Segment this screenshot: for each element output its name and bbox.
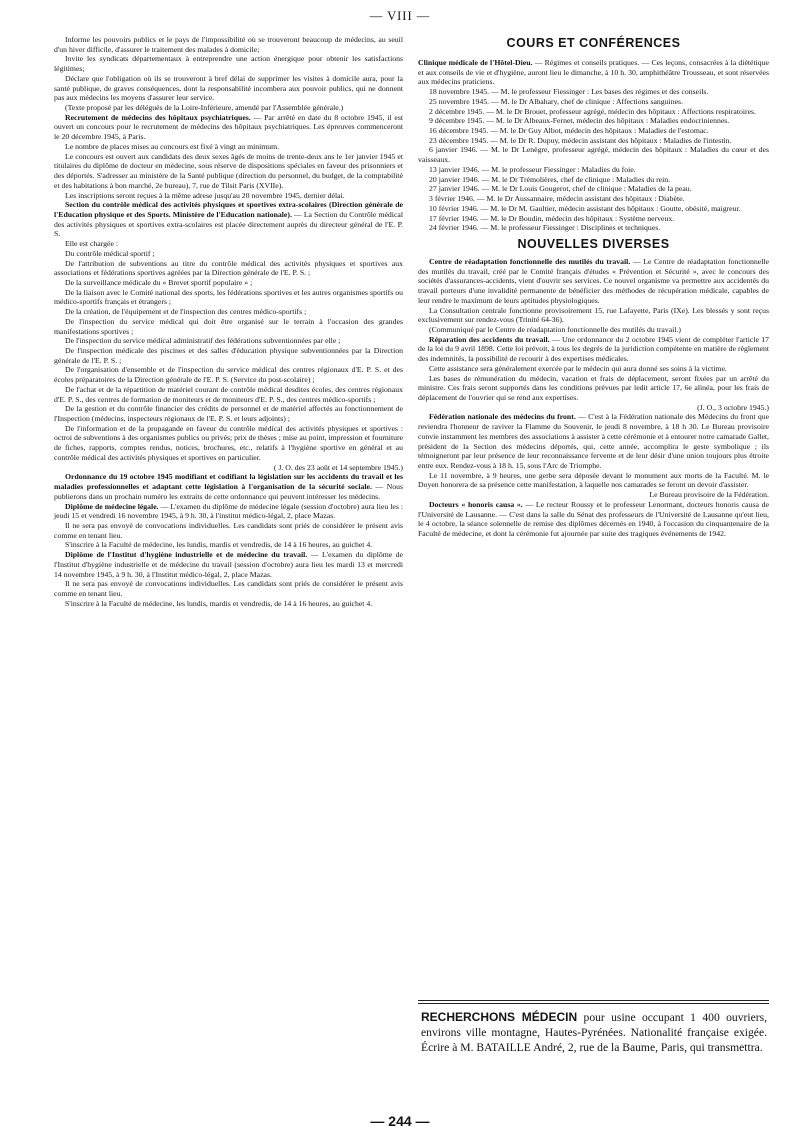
paragraph-text: ( J. O. des 23 août et 14 septembre 1945.) [273, 462, 403, 472]
divider-rule [418, 1000, 769, 1004]
paragraph-text: S'inscrire à la Faculté de médecine, les lundis, mardis et vendredis, de 14 à 16 heures, au guichet 4. [65, 598, 373, 608]
paragraph-heading: Section du contrôle médical des activités physiques et sportives extra-scolaires (Direction générale de l'Education physique et des Sports. Ministère de l'Education nationale). [54, 200, 403, 219]
paragraph [54, 142, 403, 152]
paragraph-text: — Le recteur Roussy et le professeur Lenormant, docteurs honoris causa de l'Université de Lausanne. — C'est dans la salle du Sénat des professeurs de l'Université de Lausanne qu'eut lieu, le 4 octobre, la séance solennelle de remise des diplômes décernés en 1940, à l'occasion du cinquantenaire de la Faculté de médecine, et dont la cérémonie fut ajournée par suite des tragiques événements de 1942. [418, 499, 769, 539]
paragraph-text: La Consultation centrale fonctionne provisoirement 15, rue Lafayette, Paris (IXe). Les blessés y sont reçus exclusivement sur rendez-vous (Trinité 64-36). [418, 305, 769, 325]
paragraph [418, 204, 769, 214]
paragraph-heading: Réparation des accidents du travail. [429, 334, 550, 344]
paragraph [54, 463, 403, 473]
paragraph [418, 374, 769, 403]
ad-text: pour usine occupant 1 400 ouvriers, environs ville montagne, Hautes-Pyrénées. Nationalité française exigée. Écrire à M. BATAILLE André, 2, rue de la Baume, Paris, qui transmettra. [421, 1011, 767, 1054]
paragraph [54, 540, 403, 550]
paragraph [54, 346, 403, 365]
paragraph [54, 424, 403, 463]
paragraph-text: S'inscrire à la Faculté de médecine, les lundis, mardis et vendredis, de 14 à 16 heures, au guichet 4. [65, 540, 373, 550]
paragraph-text: De l'information et de la propagande en faveur du contrôle médical des activités physiques et sportives : octroi de subventions à des organismes publics ou privés; prix de thèses ; mise au point, impression et fourniture de fiches, rapports, comptes rendus, notices, brochures, etc., relatifs à l'hygiène sportive en général et au contrôle médical des activités physiques et sportives en particulier. [54, 423, 403, 462]
paragraph-heading: Ordonnance du 19 octobre 1945 modifiant et codifiant la législation sur les accidents du travail et les maladies professionnelles et adaptant cette législation à l'organisation de la sécurité sociale. [54, 472, 403, 492]
paragraph-text: (Communiqué par le Centre de réadaptation fonctionnelle des mutilés du travail.) [429, 324, 682, 334]
paragraph-text: 25 novembre 1945. — M. le Dr Albahary, chef de clinique : Affections sanguines. [429, 96, 683, 106]
paragraph [418, 403, 769, 413]
paragraph [418, 107, 769, 117]
classified-ad [421, 1010, 767, 1055]
paragraph-text: (Texte proposé par les délégués de la Loire-Inférieure, amendé par l'Assemblée générale.) [65, 103, 344, 113]
left-column [54, 35, 403, 608]
paragraph [54, 278, 403, 288]
paragraph [54, 74, 403, 103]
paragraph-text: Déclare que l'obligation où ils se trouveront à bref délai de supprimer les visites à domicile aura, pour la santé publique, de graves conséquences, dont la responsabilité incombera aux pouvoir publics, qui ne donnent pas aux médecins les moyens d'assurer leur service. [54, 73, 403, 103]
paragraph-heading: Centre de réadaptation fonctionnelle des mutilés du travail. [429, 256, 631, 266]
paragraph [54, 579, 403, 598]
paragraph-text: Elle est chargée : [65, 239, 119, 249]
paragraph [418, 214, 769, 224]
paragraph-text: — Nous publierons dans un prochain numéro les extraits de cette ordonnance qui peuvent intéresser les médecins. [54, 482, 403, 501]
paragraph-text: 18 novembre 1945. — M. le professeur Fiessinger : Les bases des régimes et des conseils. [429, 87, 709, 97]
paragraph-text: 2 décembre 1945. — M. le Dr Brouet, professeur agrégé, médecin des hôpitaux : Affections respiratoires. [429, 106, 756, 116]
paragraph-text: Le 11 novembre, à 9 heures, une gerbe sera déposée devant le monument aux morts de la Faculté. M. le Doyen honorera de sa présence cette manifestation, à laquelle nos camarades se feront un devoir d'assister. [418, 470, 769, 490]
paragraph-text: 27 janvier 1946. — M. le Dr Louis Gougerot, chef de clinique : Maladies de la peau. [429, 184, 692, 194]
paragraph [418, 412, 769, 470]
paragraph [54, 54, 403, 73]
paragraph-text: — La Section du Contrôle médical des activités physiques et sportives extra-scolaires est placée directement auprès du directeur général de l'E. P. S. [54, 209, 403, 239]
paragraph-text: Il ne sera pas envoyé de convocations individuelles. Les candidats sont priés de considérer le présent avis comme en tenant lieu. [54, 579, 403, 598]
paragraph-text: Du contrôle médical sportif ; [65, 248, 155, 258]
paragraph-text: 16 décembre 1945. — M. le Dr Guy Albot, médecin des hôpitaux : Maladies de l'estomac. [429, 126, 709, 136]
paragraph [418, 97, 769, 107]
paragraph [418, 223, 769, 233]
ad-lead: RECHERCHONS MÉDECIN [421, 1010, 578, 1024]
paragraph-heading: Docteurs « honoris causa ». [429, 499, 523, 509]
paragraph-text: Informe les pouvoirs publics et le pays de l'impossibilité où se trouveront beaucoup de médecins, au seuil d'un hiver difficile, d'assurer le traitement des malades à domicile; [54, 35, 403, 54]
paragraph [418, 184, 769, 194]
paragraph [54, 365, 403, 384]
paragraph-text: De l'inspection du service médical qui doit être organisé sur le terrain à l'occasion des grandes manifestations sportives ; [54, 316, 403, 336]
paragraph [54, 550, 403, 579]
paragraph [418, 116, 769, 126]
paragraph-text: De l'achat et de la répartition de matériel courant de contrôle médical desdites écoles, des centres régionaux d'E. P. S., des centres de formation de moniteurs et de moniteurs d'E. P. S., des centres médico-sportifs ; [54, 384, 403, 404]
paragraph-text: — Par arrêté en date du 8 octobre 1945, il est ouvert un concours pour le recrutement de médecins des hôpitaux psychiatriques. Les épreuves commenceront le 20 décembre 1945, à Paris. [54, 112, 403, 142]
paragraph [54, 404, 403, 423]
paragraph [418, 175, 769, 185]
paragraph [54, 472, 403, 501]
paragraph [418, 58, 769, 87]
paragraph-text: (J. O., 3 octobre 1945.) [697, 402, 769, 412]
paragraph [54, 259, 403, 278]
paragraph-text: — Une ordonnance du 2 octobre 1945 vient de compléter l'article 17 de la loi du 9 avril 1898. Cette loi prévoit, à tous les degrés de la juridiction compétente en matière de règlement des indemnités, la possibilité de recourir à des expertises médicales. [418, 334, 769, 364]
right-column [418, 58, 769, 539]
paragraph [54, 288, 403, 307]
paragraph-text: Le concours est ouvert aux candidats des deux sexes âgés de moins de trente-deux ans le 1er janvier 1945 et titulaires du diplôme de docteur en médecine, sous réserve de dispositions spéciales en faveur des prisonniers et des déportés. S'adresser au ministère de la Santé publique (direction du personnel, du budget, de la comptabilité et des habitations à bon marché, 2e bureau), 7, rue de Tilsit Paris (XVIIe). [54, 151, 403, 190]
paragraph [418, 471, 769, 490]
paragraph-heading: Diplôme de médecine légale. [65, 501, 159, 511]
paragraph-text: Le nombre de places mises au concours est fixé à vingt au minimum. [65, 141, 280, 151]
paragraph [418, 500, 769, 539]
paragraph-text: De l'organisation d'ensemble et de l'inspection du service médical des centres régionaux d'E. P. S. et des écoles préparatoires de la Direction générale de l'E. P. S. (Service du post-scolaire) ; [54, 365, 403, 385]
paragraph [54, 317, 403, 336]
paragraph-text: De la surveillance médicale du « Brevet sportif populaire » ; [65, 277, 253, 287]
paragraph [418, 126, 769, 136]
paragraph-heading: Diplôme de l'Institut d'hygiène industrielle et de médecine du travail. [65, 550, 308, 560]
paragraph-text: — L'examen du diplôme de l'Institut d'hygiène industrielle et de médecine du travail (session d'octobre) aura lieu les mardi 13 et mercredi 14 novembre 1945, à 9 h. 30, à l'Institut médico-légal, 2, place Mazas. [54, 550, 403, 579]
paragraph [54, 191, 403, 201]
paragraph [418, 325, 769, 335]
paragraph [418, 364, 769, 374]
paragraph-text: Le Bureau provisoire de la Fédération. [649, 490, 769, 500]
paragraph-heading: Recrutement de médecins des hôpitaux psychiatriques. [65, 112, 251, 122]
paragraph [54, 502, 403, 521]
paragraph-text: 23 décembre 1945. — M. le Dr R. Dupuy, médecin assistant des hôpitaux : Maladies de l'intestin. [429, 135, 732, 145]
paragraph [54, 35, 403, 54]
paragraph-text: — Régimes et conseils pratiques. — Ces leçons, consacrées à la diététique et aux conseils de vie et d'hygiène, auront lieu le dimanche, à 10 h. 30, amphithéâtre Trousseau, et sont réservées aux médecins praticiens. [418, 58, 769, 87]
paragraph [418, 145, 769, 164]
paragraph [418, 306, 769, 325]
paragraph [418, 194, 769, 204]
paragraph-text: 10 février 1946. — M. le Dr M. Gaultier, médecin assistant des hôpitaux : Goutte, obésité, maigreur. [429, 203, 741, 213]
paragraph-text: Les inscriptions seront reçues à la même adrese jusqu'au 20 novembre 1945, dernier délai. [65, 190, 345, 200]
paragraph [418, 335, 769, 364]
paragraph [54, 249, 403, 259]
paragraph-text: Il ne sera pas envoyé de convocations individuelles. Les candidats sont priés de considérer le présent avis comme en tenant lieu. [54, 520, 403, 540]
paragraph-heading: Fédération nationale des médecins du front. [429, 412, 576, 422]
paragraph-text: — C'est à la Fédération nationale des Médecins du front que reviendra l'honneur de raviver la Flamme du Souvenir, le jeudi 8 novembre, à 18 h 30. Le Bureau provisoire convie instamment les membres des associations à assister à cette cérémonie et à entourer notre camarade Gallet, président de la Section des médecins déportés, qui, cette année, accomplira le geste symbolique ; ils témoigneront par leur présence de leur reconnaissance fervente et de leur désir d'une union toujours plus étroite entre eux. Rendez-vous à 18 h. 15, sous l'Arc de Triomphe. [418, 412, 770, 471]
paragraph [54, 152, 403, 191]
page-number: — 244 — [370, 1113, 430, 1129]
paragraph [54, 385, 403, 404]
paragraph [54, 521, 403, 540]
paragraph-text: De l'inspection médicale des piscines et des salles d'éducation physique subventionnées par la Direction générale de l'E. P. S. ; [54, 346, 403, 365]
paragraph [54, 103, 403, 113]
paragraph-text: De la création, de l'équipement et de l'inspection des centres médico-sportifs ; [65, 307, 307, 317]
section-title-cours: COURS ET CONFÉRENCES [506, 36, 681, 50]
paragraph-text: De l'attribution de subventions au titre du contrôle médical des activités physiques et sportives aux associations et fédérations sportives agréées par la Direction générale de l'E. P. S. ; [54, 258, 403, 278]
paragraph [54, 200, 403, 239]
paragraph-text: 24 février 1946. — M. le professeur Fiessinger : Disciplines et techniques. [429, 223, 661, 233]
paragraph [418, 490, 769, 500]
paragraph-text: De la liaison avec le Comité national des sports, les fédérations sportives et les autres organismes sportifs ou médico-sportifs français et étrangers ; [54, 287, 403, 307]
paragraph-text: — Le Centre de réadaptation fonctionnelle des mutilés du travail, créé par le Comité français d'études « Prévention et Sécurité », avec le concours des sociétés d'assurances-accidents, vient d'ouvrir ses services. Ce nouvel organisme va permettre aux accidentés du travail porteurs d'une invalidité permanente de bénéficier des méthodes de récupération médicale, capables de leur rendre le maximum de leurs aptitudes physiologiques. [418, 256, 769, 305]
paragraph-text: Invite les syndicats départementaux à entreprendre une action énergique pour obtenir les satisfactions légitimes; [54, 54, 403, 74]
paragraph [418, 87, 769, 97]
paragraph [54, 307, 403, 317]
paragraph-heading: Clinique médicale de l'Hôtel-Dieu. [418, 58, 533, 67]
paragraph-text: Cette assistance sera généralement exercée par le médecin qui aura donné ses soins à la victime. [429, 363, 727, 373]
paragraph [54, 599, 403, 609]
cours-block [418, 58, 769, 233]
paragraph-text: 6 janvier 1946. — M. le Dr Lenègre, professeur agrégé, médecin des hôpitaux : Maladies du cœur et des vaisseaux. [418, 145, 769, 165]
paragraph [54, 239, 403, 249]
paragraph-text: De l'inspection du service médical administratif des fédérations subventionnées par elle ; [65, 336, 341, 346]
paragraph-text: — L'examen du diplôme de médecine légale (session d'octobre) aura lieu les : jeudi 15 et vendredi 16 novembre 1945, à 9 h. 30, à l'institut médico-légal, 2, place Mazas. [54, 501, 403, 521]
paragraph [54, 336, 403, 346]
paragraph-text: De la gestion et du contrôle financier des crédits de personnel et de matériel affectés au fonctionnement de l'Inspection (médecins, inspecteurs régionaux de l'E. P. S. et leurs adjoints) ; [54, 404, 403, 424]
paragraph-text: Les bases de rémunération du médecin, vacation et frais de déplacement, seront fixées par un arrêté du ministre. Ces frais seront supportés dans les conditions prévues par ledit article 17, 6e alinéa, pour les frais de déplacement de l'ouvrier qui se rend aux expertises. [418, 373, 769, 402]
paragraph-text: 3 février 1946. — M. le Dr Aussannaire, médecin assistant des hôpitaux : Diabète. [429, 194, 685, 204]
paragraph-text: 13 janvier 1946. — M. le professeur Fiessinger : Maladies du foie. [429, 164, 636, 174]
paragraph [418, 136, 769, 146]
paragraph [418, 165, 769, 175]
paragraph-text: 17 février 1946. — M. le Dr Boudin, médecin des hôpitaux : Système nerveux. [429, 213, 675, 223]
paragraph-text: 9 décembre 1945. — M. le Dr Albeaux-Fernet, médecin des hôpitaux : Maladies endocriniennes. [429, 116, 730, 126]
nouvelles-block [418, 257, 769, 539]
section-title-nouvelles: NOUVELLES DIVERSES [517, 237, 670, 251]
paragraph-text: 20 janvier 1946. — M. le Dr Trémolières, chef de clinique : Maladies du rein. [429, 174, 671, 184]
paragraph [54, 113, 403, 142]
paragraph [418, 257, 769, 306]
page-header-roman: — VIII — [369, 9, 431, 23]
